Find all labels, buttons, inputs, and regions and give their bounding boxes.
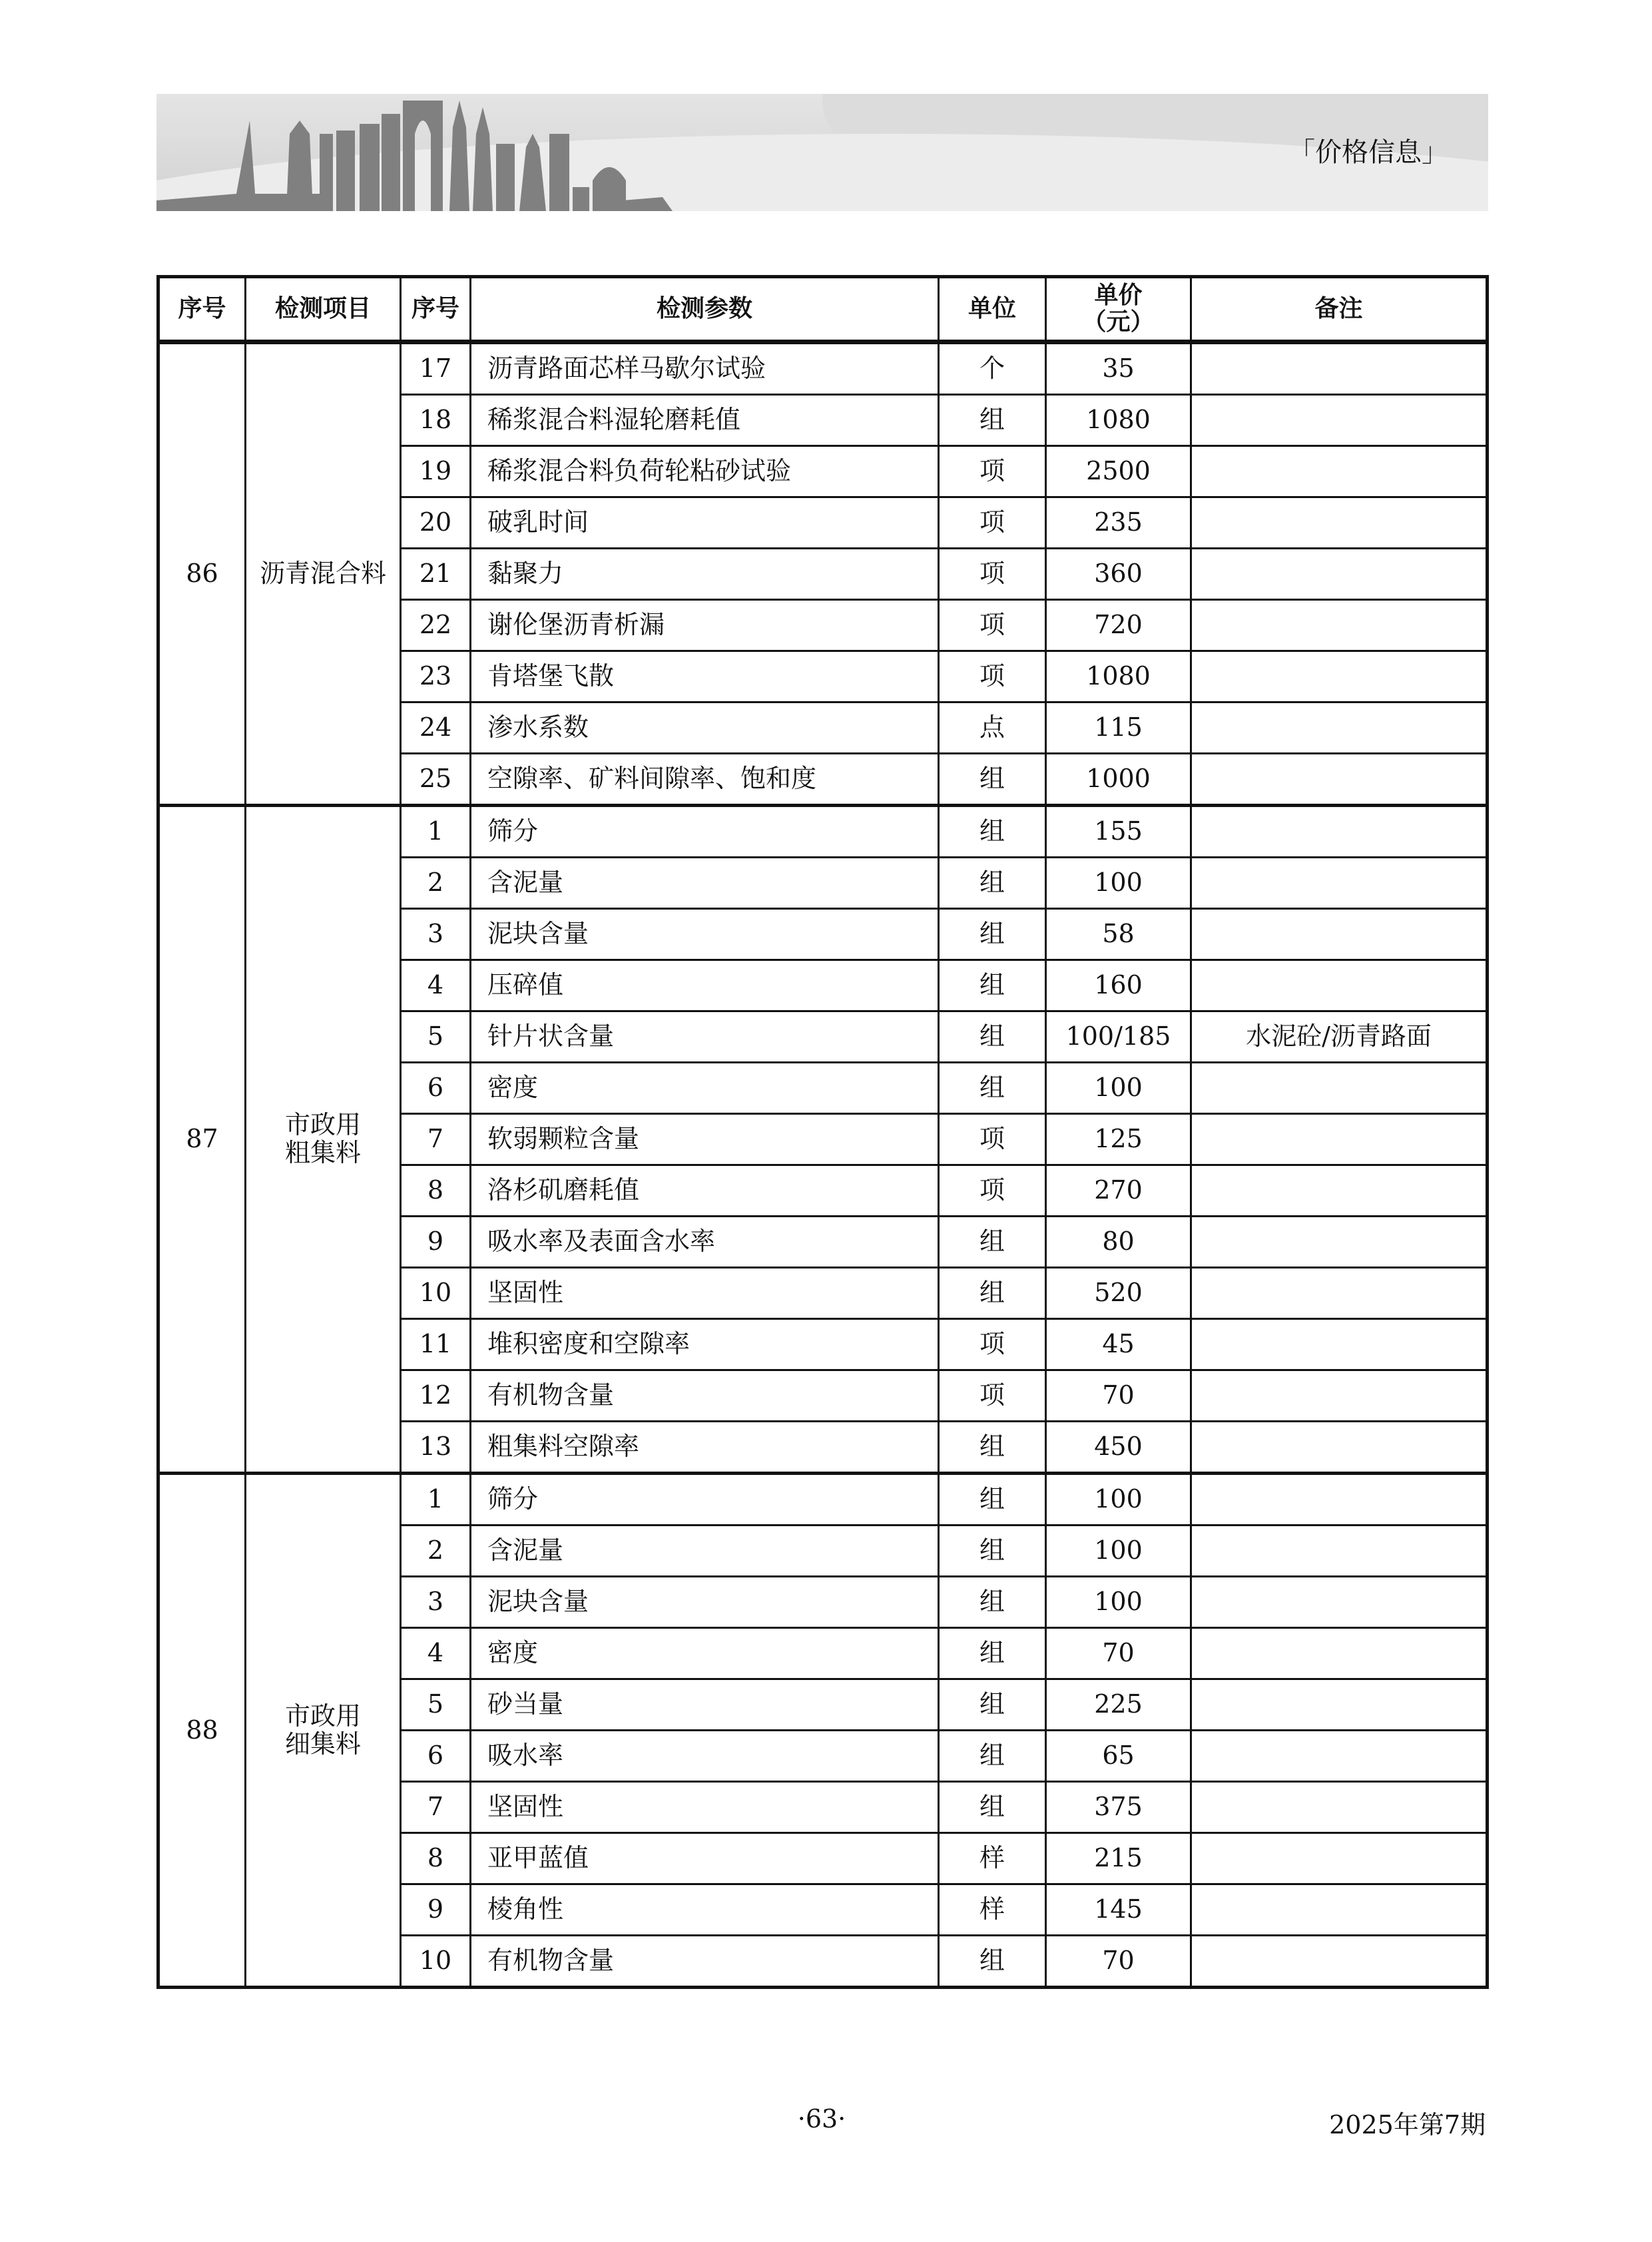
note: [1191, 1063, 1488, 1114]
table-header-row: [158, 277, 1488, 342]
note: [1191, 497, 1488, 549]
param: 含泥量: [471, 1526, 939, 1577]
price: 1080: [1046, 651, 1191, 702]
issue-label: 2025年第7期: [1329, 2110, 1486, 2139]
note: [1191, 1936, 1488, 1988]
note: [1191, 806, 1488, 858]
price: 80: [1046, 1217, 1191, 1268]
unit: 项: [939, 1370, 1046, 1422]
param: 黏聚力: [471, 549, 939, 600]
param: 沥青路面芯样马歇尔试验: [471, 342, 939, 395]
price: 225: [1046, 1679, 1191, 1731]
param: 密度: [471, 1063, 939, 1114]
param: 粗集料空隙率: [471, 1422, 939, 1474]
sub-no: 13: [401, 1422, 471, 1474]
unit: 组: [939, 1526, 1046, 1577]
testing-price-table: [156, 275, 1489, 1989]
unit: 组: [939, 1782, 1046, 1833]
unit: 项: [939, 1165, 1046, 1217]
price: 360: [1046, 549, 1191, 600]
sub-no: 8: [401, 1833, 471, 1884]
param: 针片状含量: [471, 1011, 939, 1063]
price: 70: [1046, 1936, 1191, 1988]
param: 空隙率、矿料间隙率、饱和度: [471, 754, 939, 806]
price: 720: [1046, 600, 1191, 651]
param: 破乳时间: [471, 497, 939, 549]
unit: 组: [939, 1577, 1046, 1628]
sub-no: 6: [401, 1731, 471, 1782]
note: [1191, 960, 1488, 1011]
price: 520: [1046, 1268, 1191, 1319]
sub-no: 12: [401, 1370, 471, 1422]
price: 100/185: [1046, 1011, 1191, 1063]
param: 有机物含量: [471, 1370, 939, 1422]
param: 泥块含量: [471, 909, 939, 960]
param: 筛分: [471, 1474, 939, 1526]
note: [1191, 1217, 1488, 1268]
note: [1191, 1165, 1488, 1217]
note: [1191, 446, 1488, 497]
param: 软弱颗粒含量: [471, 1114, 939, 1165]
param: 亚甲蓝值: [471, 1833, 939, 1884]
unit: 项: [939, 1114, 1046, 1165]
sub-no: 6: [401, 1063, 471, 1114]
note: [1191, 1731, 1488, 1782]
price: 270: [1046, 1165, 1191, 1217]
price: 65: [1046, 1731, 1191, 1782]
table-row: [158, 806, 1488, 858]
price: 235: [1046, 497, 1191, 549]
note: 水泥砼/沥青路面: [1191, 1011, 1488, 1063]
sub-no: 4: [401, 1628, 471, 1679]
note: [1191, 1577, 1488, 1628]
note: [1191, 1833, 1488, 1884]
sub-no: 21: [401, 549, 471, 600]
param: 肯塔堡飞散: [471, 651, 939, 702]
col-header-note: 备注: [1191, 277, 1488, 342]
sub-no: 1: [401, 806, 471, 858]
note: [1191, 1679, 1488, 1731]
note: [1191, 1370, 1488, 1422]
sub-no: 23: [401, 651, 471, 702]
price: 215: [1046, 1833, 1191, 1884]
price: 1000: [1046, 754, 1191, 806]
param: 谢伦堡沥青析漏: [471, 600, 939, 651]
price: 58: [1046, 909, 1191, 960]
param: 洛杉矶磨耗值: [471, 1165, 939, 1217]
unit: 项: [939, 600, 1046, 651]
sub-no: 25: [401, 754, 471, 806]
unit: 组: [939, 1628, 1046, 1679]
param: 有机物含量: [471, 1936, 939, 1988]
sub-no: 1: [401, 1474, 471, 1526]
note: [1191, 909, 1488, 960]
price: 100: [1046, 1063, 1191, 1114]
price: 1080: [1046, 395, 1191, 446]
unit: 样: [939, 1833, 1046, 1884]
price: 100: [1046, 1526, 1191, 1577]
param: 堆积密度和空隙率: [471, 1319, 939, 1370]
note: [1191, 1628, 1488, 1679]
unit: 项: [939, 549, 1046, 600]
group-no: 88: [158, 1474, 246, 1988]
price: 125: [1046, 1114, 1191, 1165]
group-item: 沥青混合料: [246, 342, 401, 806]
price: 155: [1046, 806, 1191, 858]
param: 吸水率: [471, 1731, 939, 1782]
param: 渗水系数: [471, 702, 939, 754]
unit: 项: [939, 1319, 1046, 1370]
param: 坚固性: [471, 1268, 939, 1319]
sub-no: 10: [401, 1936, 471, 1988]
price: 2500: [1046, 446, 1191, 497]
param: 含泥量: [471, 858, 939, 909]
note: [1191, 1884, 1488, 1936]
param: 坚固性: [471, 1782, 939, 1833]
note: [1191, 1422, 1488, 1474]
page-number: ·63·: [797, 2104, 846, 2133]
sub-no: 10: [401, 1268, 471, 1319]
note: [1191, 395, 1488, 446]
note: [1191, 1474, 1488, 1526]
price: 100: [1046, 858, 1191, 909]
sub-no: 9: [401, 1217, 471, 1268]
note: [1191, 1319, 1488, 1370]
unit: 组: [939, 1063, 1046, 1114]
unit: 个: [939, 342, 1046, 395]
sub-no: 9: [401, 1884, 471, 1936]
sub-no: 19: [401, 446, 471, 497]
group-no: 86: [158, 342, 246, 806]
note: [1191, 342, 1488, 395]
param: 吸水率及表面含水率: [471, 1217, 939, 1268]
unit: 组: [939, 1936, 1046, 1988]
sub-no: 4: [401, 960, 471, 1011]
price: 100: [1046, 1577, 1191, 1628]
unit: 组: [939, 1268, 1046, 1319]
sub-no: 22: [401, 600, 471, 651]
group-item: 市政用 粗集料: [246, 806, 401, 1474]
note: [1191, 1782, 1488, 1833]
param: 棱角性: [471, 1884, 939, 1936]
sub-no: 3: [401, 909, 471, 960]
sub-no: 2: [401, 1526, 471, 1577]
note: [1191, 549, 1488, 600]
sub-no: 3: [401, 1577, 471, 1628]
note: [1191, 1526, 1488, 1577]
unit: 点: [939, 702, 1046, 754]
group-no: 87: [158, 806, 246, 1474]
price: 450: [1046, 1422, 1191, 1474]
unit: 组: [939, 754, 1046, 806]
unit: 组: [939, 1474, 1046, 1526]
sub-no: 8: [401, 1165, 471, 1217]
sub-no: 20: [401, 497, 471, 549]
section-title: 「价格信息」: [1288, 137, 1448, 168]
note: [1191, 1268, 1488, 1319]
param: 稀浆混合料湿轮磨耗值: [471, 395, 939, 446]
sub-no: 7: [401, 1782, 471, 1833]
unit: 组: [939, 1422, 1046, 1474]
unit: 组: [939, 1217, 1046, 1268]
table-row: [158, 1474, 1488, 1526]
unit: 组: [939, 960, 1046, 1011]
col-header-no: 序号: [158, 277, 246, 342]
unit: 组: [939, 1679, 1046, 1731]
price: 160: [1046, 960, 1191, 1011]
param: 砂当量: [471, 1679, 939, 1731]
price: 35: [1046, 342, 1191, 395]
unit: 样: [939, 1884, 1046, 1936]
group-item: 市政用 细集料: [246, 1474, 401, 1988]
unit: 项: [939, 497, 1046, 549]
sub-no: 7: [401, 1114, 471, 1165]
col-header-unit: 单位: [939, 277, 1046, 342]
param: 稀浆混合料负荷轮粘砂试验: [471, 446, 939, 497]
sub-no: 18: [401, 395, 471, 446]
param: 压碎值: [471, 960, 939, 1011]
note: [1191, 600, 1488, 651]
note: [1191, 858, 1488, 909]
sub-no: 24: [401, 702, 471, 754]
unit: 组: [939, 806, 1046, 858]
col-header-item: 检测项目: [246, 277, 401, 342]
note: [1191, 651, 1488, 702]
price: 145: [1046, 1884, 1191, 1936]
unit: 组: [939, 909, 1046, 960]
sub-no: 5: [401, 1679, 471, 1731]
price: 375: [1046, 1782, 1191, 1833]
sub-no: 17: [401, 342, 471, 395]
param: 密度: [471, 1628, 939, 1679]
table-row: [158, 342, 1488, 395]
price: 70: [1046, 1628, 1191, 1679]
col-header-price: 单价 （元）: [1046, 277, 1191, 342]
unit: 项: [939, 446, 1046, 497]
unit: 组: [939, 1731, 1046, 1782]
unit: 组: [939, 858, 1046, 909]
note: [1191, 1114, 1488, 1165]
col-header-param: 检测参数: [471, 277, 939, 342]
note: [1191, 754, 1488, 806]
price: 45: [1046, 1319, 1191, 1370]
param: 泥块含量: [471, 1577, 939, 1628]
sub-no: 5: [401, 1011, 471, 1063]
sub-no: 2: [401, 858, 471, 909]
param: 筛分: [471, 806, 939, 858]
col-header-sub-no: 序号: [401, 277, 471, 342]
price: 115: [1046, 702, 1191, 754]
price: 100: [1046, 1474, 1191, 1526]
unit: 组: [939, 1011, 1046, 1063]
unit: 组: [939, 395, 1046, 446]
price: 70: [1046, 1370, 1191, 1422]
header-banner: [156, 94, 1488, 211]
note: [1191, 702, 1488, 754]
sub-no: 11: [401, 1319, 471, 1370]
unit: 项: [939, 651, 1046, 702]
